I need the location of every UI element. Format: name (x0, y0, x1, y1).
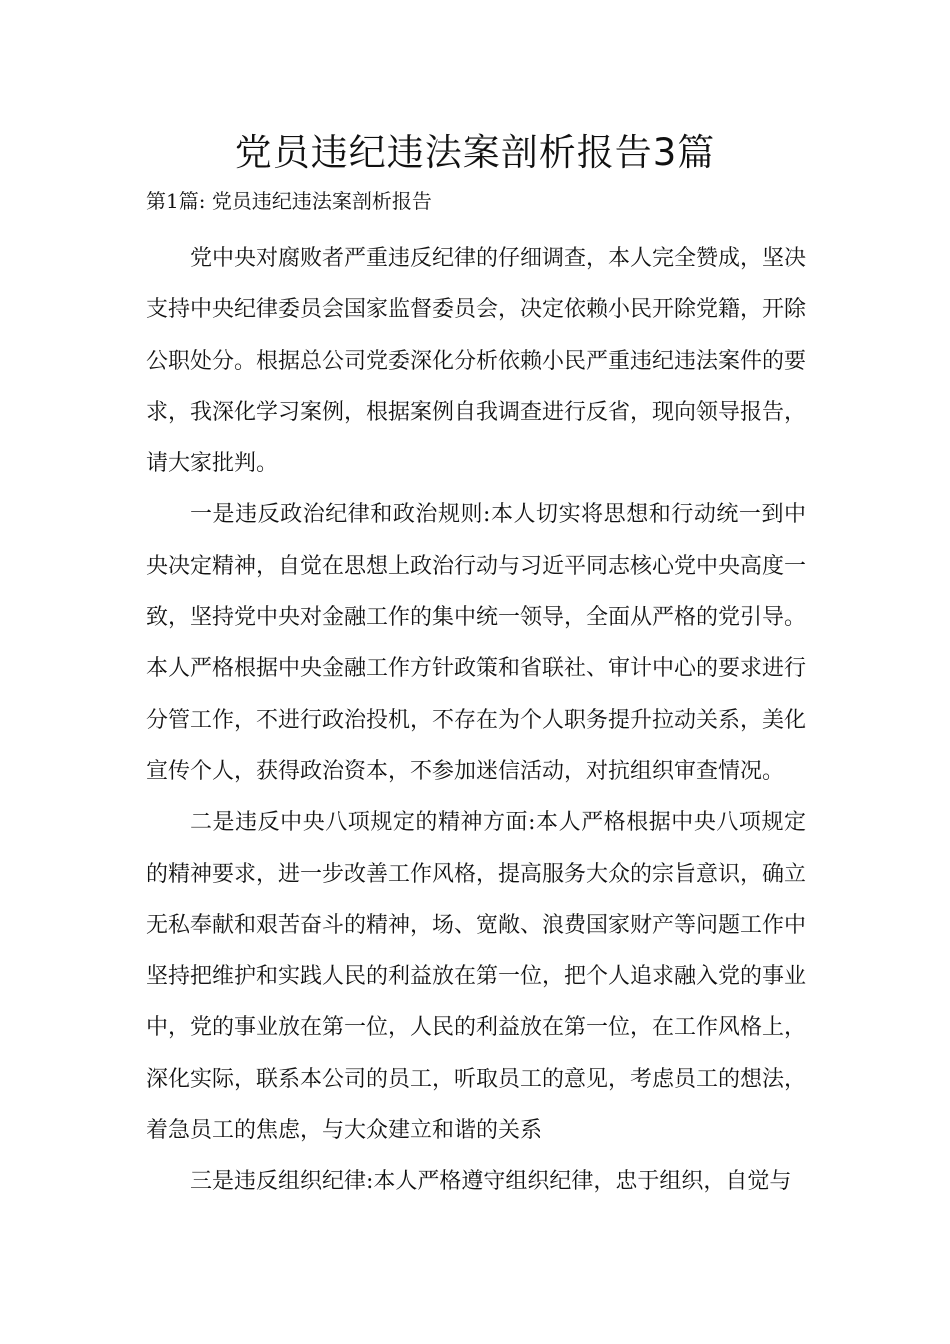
paragraph-intro: 党中央对腐败者严重违反纪律的仔细调查，本人完全赞成，坚决支持中央纪律委员会国家监督委员会，决定依赖小民开除党籍，开除公职处分。根据总公司党委深化分析依赖小民严重违纪违法案件的要求，我深化学习案例，根据案例自我调查进行反省，现向领导报告，请大家批判。 (146, 246, 807, 477)
document-title: 党员违纪违法案剖析报告3篇 (234, 131, 716, 174)
document-subtitle: 第1篇: 党员违纪违法案剖析报告 (146, 189, 432, 213)
paragraph-organizational-discipline: 三是违反组织纪律:本人严格遵守组织纪律，忠于组织，自觉与 (190, 1169, 792, 1195)
paragraph-eight-regulations: 二是违反中央八项规定的精神方面:本人严格根据中央八项规定的精神要求，进一步改善工作风格，提高服务大众的宗旨意识，确立无私奉献和艰苦奋斗的精神，场、宽敞、浪费国家财产等问题工作中坚持把维护和实践人民的利益放在第一位，把个人追求融入党的事业中，党的事业放在第一位，人民的利益放在第一位，在工作风格上，深化实际，联系本公司的员工，听取员工的意见，考虑员工的想法，着急员工的焦虑，与大众建立和谐的关系 (146, 810, 807, 1144)
paragraph-political-discipline: 一是违反政治纪律和政治规则:本人切实将思想和行动统一到中央决定精神，自觉在思想上政治行动与习近平同志核心党中央高度一致，坚持党中央对金融工作的集中统一领导，全面从严格的党引导。本人严格根据中央金融工作方针政策和省联社、审计中心的要求进行分管工作，不进行政治投机，不存在为个人职务提升拉动关系，美化宣传个人，获得政治资本，不参加迷信活动，对抗组织审查情况。 (146, 502, 807, 784)
document-body (146, 233, 806, 1208)
